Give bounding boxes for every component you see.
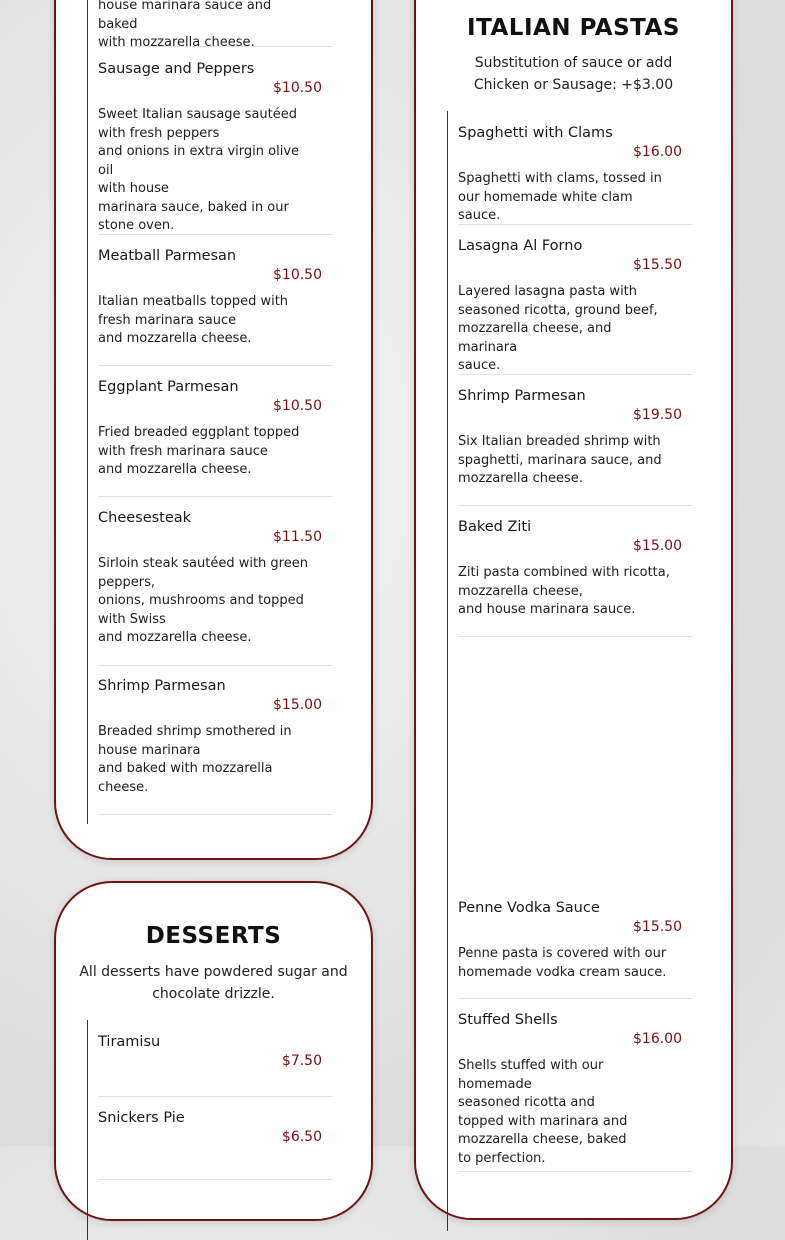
item-price: $16.00: [633, 1031, 682, 1047]
item-price: $16.00: [633, 144, 682, 160]
item-price: $10.50: [273, 80, 322, 96]
section-divider-line: [447, 111, 448, 1231]
menu-item: [98, 1110, 332, 1180]
menu-item: [98, 61, 332, 235]
section-note: All desserts have powdered sugar and chocolate drizzle.: [79, 964, 348, 1002]
item-description: Breaded shrimp smothered in house marinara and baked with mozzarella cheese.: [98, 724, 292, 795]
section-title: ITALIAN PASTAS: [467, 15, 680, 41]
item-name: Tiramisu: [98, 1034, 161, 1050]
menu-item: [98, 510, 332, 666]
menu-item: [458, 519, 692, 637]
sandwiches-card: [54, 0, 373, 860]
menu-item: [98, 1034, 332, 1097]
item-name: Meatball Parmesan: [98, 248, 237, 264]
item-price: $11.50: [273, 529, 322, 545]
item-name: Cheesesteak: [98, 510, 192, 526]
item-description: Italian meatballs topped with fresh marinara sauce and mozzarella cheese.: [98, 294, 289, 346]
item-description: Spaghetti with clams, tossed in our homemade white clam sauce.: [458, 171, 662, 223]
item-name: Stuffed Shells: [458, 1012, 558, 1028]
menu-item: [98, 0, 332, 50]
item-price: $10.50: [273, 267, 322, 283]
item-name: Lasagna Al Forno: [458, 238, 583, 254]
item-price: $15.00: [633, 538, 682, 554]
desserts-card: [54, 881, 373, 1221]
item-price: $15.50: [633, 257, 682, 273]
item-description: Sirloin steak sautéed with green peppers, onions, mushrooms and topped with Swiss and mozzarella cheese.: [98, 556, 308, 645]
item-price: $10.50: [273, 398, 322, 414]
item-name: Shrimp Parmesan: [98, 678, 226, 694]
menu-item: [458, 125, 692, 225]
item-price: $15.00: [273, 697, 322, 713]
item-name: Snickers Pie: [98, 1110, 185, 1126]
menu-item: [458, 388, 692, 506]
item-description: Sweet Italian sausage sautéed with fresh peppers and onions in extra virgin olive oil with house marinara sauce, baked in our stone oven.: [98, 107, 300, 233]
item-description: Penne pasta is covered with our homemade vodka cream sauce.: [458, 946, 667, 980]
item-price: $19.50: [633, 407, 682, 423]
item-name: Spaghetti with Clams: [458, 125, 613, 141]
menu-item: [458, 238, 692, 375]
menu-item: [458, 900, 692, 999]
item-price: $15.50: [633, 919, 682, 935]
item-name: Shrimp Parmesan: [458, 388, 586, 404]
item-name: Sausage and Peppers: [98, 61, 255, 77]
item-description: Layered lasagna pasta with seasoned ricotta, ground beef, mozzarella cheese, and marinara sauce.: [458, 284, 658, 373]
item-price: $7.50: [281, 1053, 322, 1069]
section-title: DESSERTS: [145, 923, 282, 949]
italian-pastas-card: [414, 0, 733, 1220]
item-description: Six Italian breaded shrimp with spaghetti, marinara sauce, and mozzarella cheese.: [458, 434, 662, 486]
menu-item: [98, 379, 332, 497]
item-description: Fried breaded eggplant topped with fresh marinara sauce and mozzarella cheese.: [98, 425, 300, 477]
item-name: Baked Ziti: [458, 519, 532, 535]
item-name: Penne Vodka Sauce: [458, 900, 600, 916]
item-description: house marinara sauce and baked with mozzarella cheese.: [98, 0, 272, 50]
item-price: $6.50: [281, 1129, 322, 1145]
item-name: Eggplant Parmesan: [98, 379, 239, 395]
section-divider-line: [87, 0, 88, 824]
item-description: Ziti pasta combined with ricotta, mozzarella cheese, and house marinara sauce.: [458, 565, 670, 617]
menu-item: [98, 678, 332, 815]
section-divider-line: [87, 1020, 88, 1240]
menu-item: [98, 248, 332, 366]
menu-item: [458, 1012, 692, 1172]
item-description: Shells stuffed with our homemade seasoned ricotta and topped with marinara and mozzarella cheese, baked to perfection.: [458, 1058, 628, 1166]
section-note: Substitution of sauce or add Chicken or Sausage: +$3.00: [473, 55, 674, 93]
